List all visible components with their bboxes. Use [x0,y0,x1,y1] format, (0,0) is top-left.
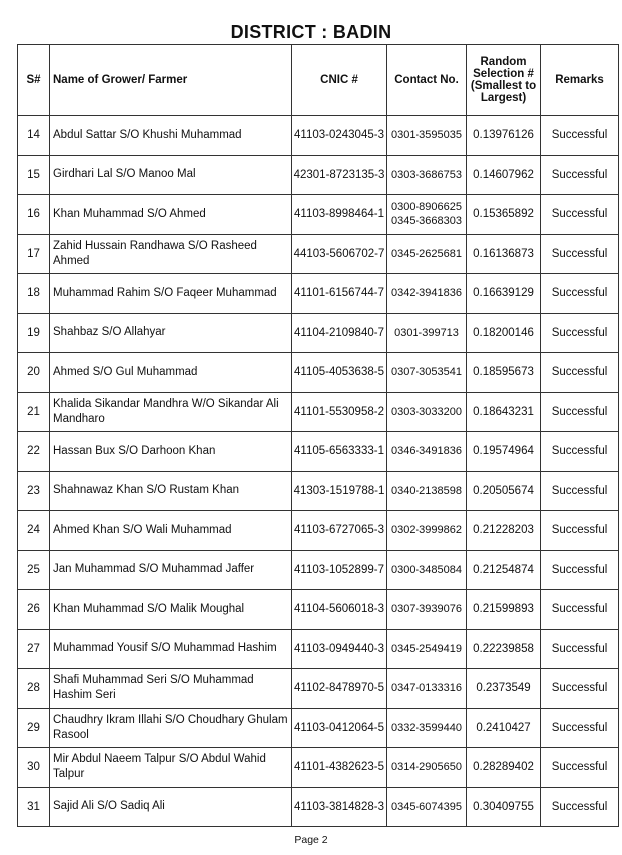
cell-selection: 0.16639129 [467,274,541,314]
cell-remarks: Successful [541,195,619,235]
table-row [18,392,619,432]
cell-remarks: Successful [541,392,619,432]
cell-selection: 0.13976126 [467,116,541,156]
cell-selection: 0.18643231 [467,392,541,432]
cell-sn: 25 [18,550,50,590]
cell-selection: 0.2373549 [467,669,541,709]
cell-contact: 0345-2625681 [387,234,467,274]
table-row [18,629,619,669]
table-row [18,708,619,748]
table-row [18,155,619,195]
cell-cnic: 41101-4382623-5 [292,748,387,788]
cell-cnic: 41303-1519788-1 [292,471,387,511]
table-row [18,669,619,709]
cell-cnic: 41101-5530958-2 [292,392,387,432]
cell-cnic: 41105-4053638-5 [292,353,387,393]
table-row [18,787,619,827]
cell-sn: 24 [18,511,50,551]
cell-remarks: Successful [541,590,619,630]
cell-contact: 0302-3999862 [387,511,467,551]
cell-sn: 31 [18,787,50,827]
cell-cnic: 41103-0243045-3 [292,116,387,156]
cell-sn: 15 [18,155,50,195]
page-number: Page 2 [294,834,328,846]
cell-contact: 0300-8906625 0345-3668303 [387,195,467,235]
header-row [18,45,619,116]
cell-name: Ahmed Khan S/O Wali Muhammad [50,511,292,551]
cell-contact: 0345-6074395 [387,787,467,827]
cell-sn: 26 [18,590,50,630]
cell-name: Khan Muhammad S/O Malik Moughal [50,590,292,630]
cell-sn: 30 [18,748,50,788]
cell-cnic: 41103-3814828-3 [292,787,387,827]
cell-name: Ahmed S/O Gul Muhammad [50,353,292,393]
cell-sn: 19 [18,313,50,353]
table-row [18,471,619,511]
cell-contact: 0303-3686753 [387,155,467,195]
cell-cnic: 41103-0412064-5 [292,708,387,748]
cell-contact: 0332-3599440 [387,708,467,748]
cell-cnic: 41103-1052899-7 [292,550,387,590]
cell-name: Khalida Sikandar Mandhra W/O Sikandar Ali Mandharo [50,392,292,432]
cell-contact: 0301-3595035 [387,116,467,156]
cell-sn: 16 [18,195,50,235]
cell-name: Mir Abdul Naeem Talpur S/O Abdul Wahid Talpur [50,748,292,788]
header-cnic: CNIC # [292,45,387,116]
cell-contact: 0346-3491836 [387,432,467,472]
cell-remarks: Successful [541,629,619,669]
header-name: Name of Grower/ Farmer [50,45,292,116]
cell-sn: 14 [18,116,50,156]
cell-cnic: 41101-6156744-7 [292,274,387,314]
cell-contact: 0307-3053541 [387,353,467,393]
cell-cnic: 41102-8478970-5 [292,669,387,709]
cell-name: Zahid Hussain Randhawa S/O Rasheed Ahmed [50,234,292,274]
table-row [18,234,619,274]
header-remarks: Remarks [541,45,619,116]
cell-cnic: 41105-6563333-1 [292,432,387,472]
cell-selection: 0.21228203 [467,511,541,551]
table-row [18,195,619,235]
cell-contact: 0300-3485084 [387,550,467,590]
table-row [18,511,619,551]
cell-selection: 0.19574964 [467,432,541,472]
cell-remarks: Successful [541,511,619,551]
cell-remarks: Successful [541,155,619,195]
table-row [18,590,619,630]
cell-remarks: Successful [541,708,619,748]
cell-cnic: 41103-8998464-1 [292,195,387,235]
cell-contact: 0314-2905650 [387,748,467,788]
cell-name: Shafi Muhammad Seri S/O Muhammad Hashim Seri [50,669,292,709]
cell-name: Shahbaz S/O Allahyar [50,313,292,353]
cell-name: Abdul Sattar S/O Khushi Muhammad [50,116,292,156]
cell-sn: 20 [18,353,50,393]
cell-remarks: Successful [541,313,619,353]
cell-selection: 0.21254874 [467,550,541,590]
cell-remarks: Successful [541,234,619,274]
cell-name: Khan Muhammad S/O Ahmed [50,195,292,235]
cell-contact: 0303-3033200 [387,392,467,432]
cell-cnic: 42301-8723135-3 [292,155,387,195]
cell-name: Sajid Ali S/O Sadiq Ali [50,787,292,827]
cell-remarks: Successful [541,116,619,156]
cell-selection: 0.28289402 [467,748,541,788]
cell-selection: 0.22239858 [467,629,541,669]
cell-selection: 0.21599893 [467,590,541,630]
header-selection: Random Selection # (Smallest to Largest) [467,45,541,116]
page-title: DISTRICT : BADIN [230,22,392,42]
cell-sn: 22 [18,432,50,472]
cell-name: Muhammad Rahim S/O Faqeer Muhammad [50,274,292,314]
table-row [18,550,619,590]
cell-name: Chaudhry Ikram Illahi S/O Choudhary Ghulam Rasool [50,708,292,748]
cell-name: Hassan Bux S/O Darhoon Khan [50,432,292,472]
growers-table [17,44,619,827]
cell-remarks: Successful [541,353,619,393]
cell-cnic: 41103-6727065-3 [292,511,387,551]
cell-remarks: Successful [541,550,619,590]
cell-sn: 23 [18,471,50,511]
table-row [18,274,619,314]
cell-contact: 0340-2138598 [387,471,467,511]
cell-remarks: Successful [541,787,619,827]
cell-selection: 0.18200146 [467,313,541,353]
cell-sn: 18 [18,274,50,314]
table-row [18,313,619,353]
table-row [18,353,619,393]
table-row [18,116,619,156]
cell-name: Girdhari Lal S/O Manoo Mal [50,155,292,195]
cell-selection: 0.30409755 [467,787,541,827]
cell-cnic: 44103-5606702-7 [292,234,387,274]
cell-contact: 0342-3941836 [387,274,467,314]
header-sn: S# [18,45,50,116]
table-row [18,432,619,472]
cell-cnic: 41104-5606018-3 [292,590,387,630]
cell-sn: 17 [18,234,50,274]
cell-sn: 29 [18,708,50,748]
cell-selection: 0.16136873 [467,234,541,274]
cell-sn: 27 [18,629,50,669]
cell-cnic: 41104-2109840-7 [292,313,387,353]
cell-name: Jan Muhammad S/O Muhammad Jaffer [50,550,292,590]
cell-remarks: Successful [541,432,619,472]
cell-selection: 0.15365892 [467,195,541,235]
cell-sn: 21 [18,392,50,432]
cell-selection: 0.18595673 [467,353,541,393]
table-row [18,748,619,788]
cell-remarks: Successful [541,274,619,314]
cell-contact: 0301-399713 [387,313,467,353]
cell-name: Shahnawaz Khan S/O Rustam Khan [50,471,292,511]
cell-contact: 0347-0133316 [387,669,467,709]
cell-selection: 0.2410427 [467,708,541,748]
cell-name: Muhammad Yousif S/O Muhammad Hashim [50,629,292,669]
cell-remarks: Successful [541,669,619,709]
cell-cnic: 41103-0949440-3 [292,629,387,669]
header-contact: Contact No. [387,45,467,116]
cell-remarks: Successful [541,748,619,788]
cell-contact: 0307-3939076 [387,590,467,630]
cell-sn: 28 [18,669,50,709]
cell-remarks: Successful [541,471,619,511]
cell-selection: 0.20505674 [467,471,541,511]
cell-selection: 0.14607962 [467,155,541,195]
cell-contact: 0345-2549419 [387,629,467,669]
